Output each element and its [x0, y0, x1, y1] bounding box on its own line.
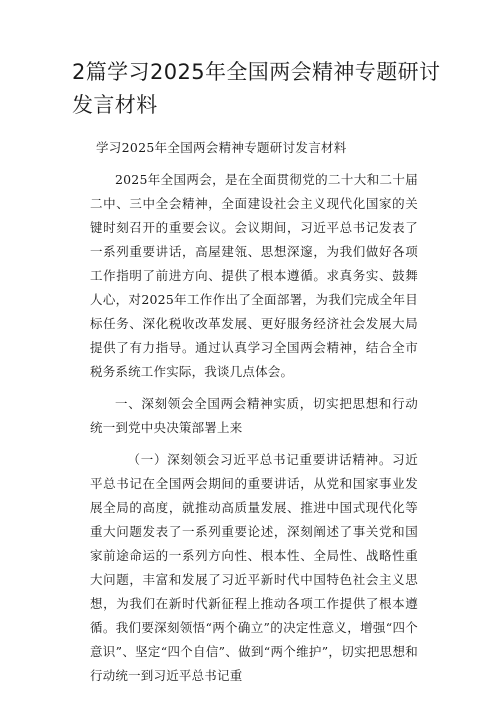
paragraph-section-heading: 一、深刻领会全国两会精神实质，切实把思想和行动统一到党中央决策部署上来: [90, 396, 418, 435]
document-title: 2篇学习2025年全国两会精神专题研讨发言材料: [72, 60, 441, 117]
paragraph-subsection: （一）深刻领会习近平总书记重要讲话精神。习近平总书记在全国两会期间的重要讲话，从党和国家事业发展全局的高度，就推动高质量发展、推进中国式现代化等重大问题发表了一系列重要论述，深刻阐述了事关党和国家前途命运的一系列方向性、根本性、全局性、战略性重大问题，丰富和发展了习近平新时代中国特色社会主义思想，为我们在新时代新征程上推动各项工作提供了根本遵循。我们要深刻领悟“两个确立”的决定性意义，增强“四个意识”、坚定“四个自信”、做到“两个维护”，切实把思想和行动统一到习近平总书记重: [90, 452, 418, 683]
document-subtitle: 学习2025年全国两会精神专题研讨发言材料: [96, 140, 347, 155]
document-body: [90, 136, 418, 688]
paragraph-intro: 2025年全国两会，是在全面贯彻党的二十大和二十届二中、三中全会精神，全面建设社会主义现代化国家的关键时刻召开的重要会议。会议期间，习近平总书记发表了一系列重要讲话，高屋建瓴、思想深邃，为我们做好各项工作指明了前进方向、提供了根本遵循。求真务实、鼓舞人心，对2025年工作作出了全面部署，为我们完成全年目标任务、深化税收改革发展、更好服务经济社会发展大局提供了有力指导。通过认真学习全国两会精神，结合全市税务系统工作实际，我谈几点体会。: [90, 172, 418, 379]
